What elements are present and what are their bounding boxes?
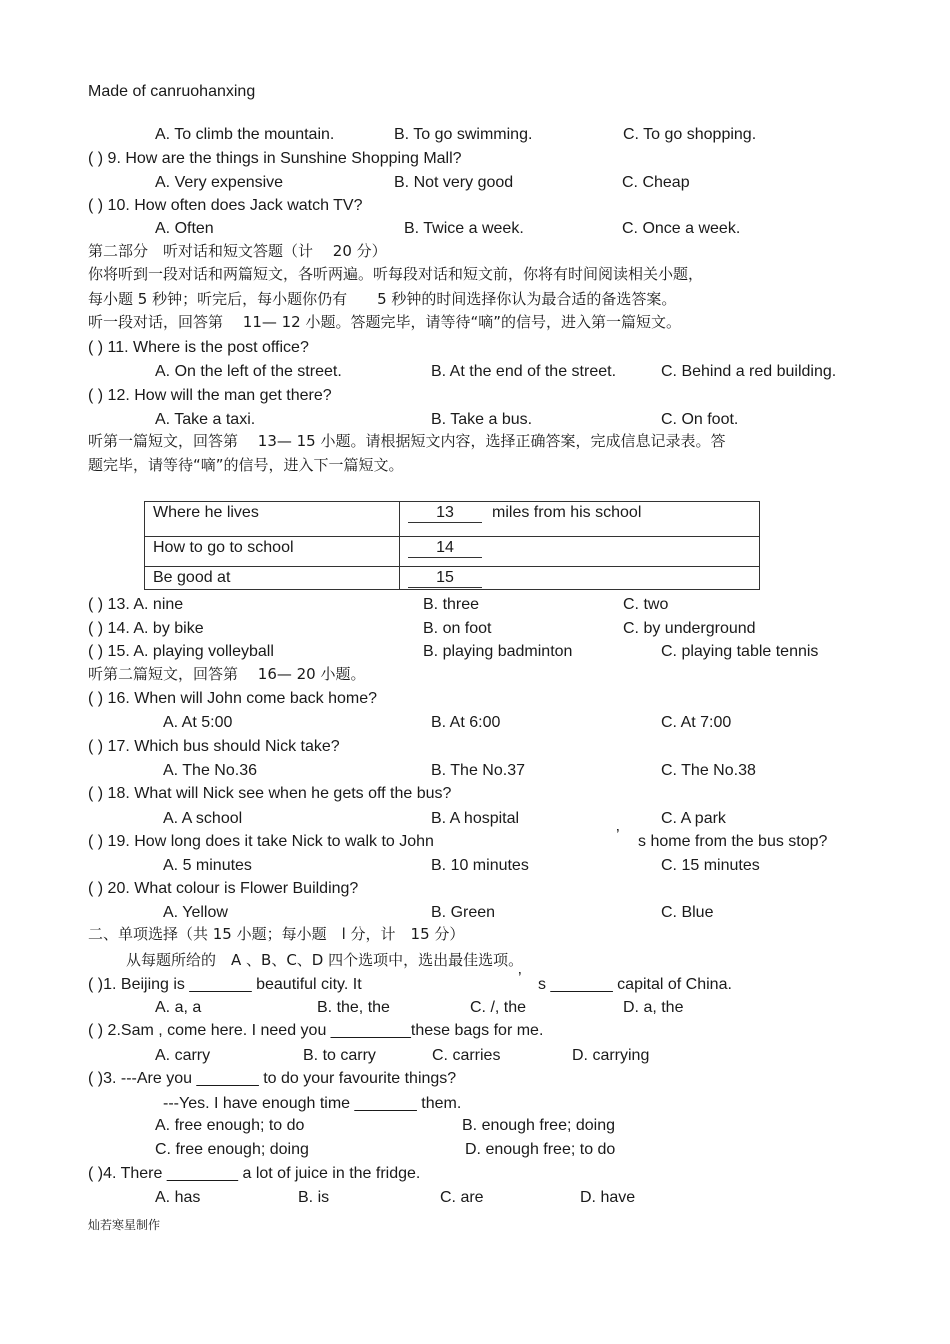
part2-title: 第二部分 听对话和短文答题（计 20 分） xyxy=(88,242,387,260)
answer-blank-14: 14 xyxy=(408,539,482,558)
q12-option-c: C. On foot. xyxy=(661,411,739,428)
s2-option-b: B. to carry xyxy=(303,1047,376,1064)
q19-option-c: C. 15 minutes xyxy=(661,857,760,874)
q15-option-c: C. playing table tennis xyxy=(661,643,819,660)
s3-question: ( )3. ---Are you _______ to do your favourite things? xyxy=(88,1070,457,1087)
table-row xyxy=(145,502,760,537)
part2-instruction-1: 你将听到一段对话和两篇短文，各听两遍。听每段对话和短文前，你将有时间阅读相关小题， xyxy=(88,265,704,283)
q20-option-b: B. Green xyxy=(431,904,496,921)
q20-option-c: C. Blue xyxy=(661,904,714,921)
q18-option-a: A. A school xyxy=(163,810,243,827)
q9-option-a: A. Very expensive xyxy=(155,174,284,191)
q19-option-a: A. 5 minutes xyxy=(163,857,252,874)
section2-instruction: 从每题所给的 A 、B、C、D 四个选项中，选出最佳选项。 xyxy=(126,951,524,969)
table-answer-cell xyxy=(400,567,760,590)
q14-option-c: C. by underground xyxy=(623,620,756,637)
q19-option-b: B. 10 minutes xyxy=(431,857,529,874)
q18-option-c: C. A park xyxy=(661,810,726,827)
s3-option-d: D. enough free; to do xyxy=(465,1141,616,1158)
q14-option-b: B. on foot xyxy=(423,620,492,637)
q19-question-end: s home from the bus stop? xyxy=(638,833,828,850)
s1-apostrophe: ’ xyxy=(518,970,522,987)
part2-instruction-2: 每小题 5 秒钟；听完后，每小题你仍有 5 秒钟的时间选择你认为最合适的备选答案。 xyxy=(88,290,677,308)
q11-option-c: C. Behind a red building. xyxy=(661,363,837,380)
s2-option-a: A. carry xyxy=(155,1047,211,1064)
q16-option-a: A. At 5:00 xyxy=(163,714,233,731)
table-row xyxy=(145,567,760,590)
s1-option-d: D. a, the xyxy=(623,999,684,1016)
page-header: Made of canruohanxing xyxy=(88,83,256,100)
q19-question: ( ) 19. How long does it take Nick to walk to John xyxy=(88,833,434,850)
s3-option-c: C. free enough; doing xyxy=(155,1141,309,1158)
table-answer-cell xyxy=(400,502,760,537)
passage1-instruction-2: 题完毕，请等待“嘀”的信号，进入下一篇短文。 xyxy=(88,456,404,474)
info-record-table xyxy=(144,501,760,590)
q16-option-c: C. At 7:00 xyxy=(661,714,732,731)
s2-option-d: D. carrying xyxy=(572,1047,650,1064)
q10-option-c: C. Once a week. xyxy=(622,220,741,237)
q17-option-c: C. The No.38 xyxy=(661,762,756,779)
s4-option-c: C. are xyxy=(440,1189,484,1206)
q16-question: ( ) 16. When will John come back home? xyxy=(88,690,378,707)
s1-question: ( )1. Beijing is _______ beautiful city. It xyxy=(88,976,362,993)
q18-option-b: B. A hospital xyxy=(431,810,520,827)
q12-question: ( ) 12. How will the man get there? xyxy=(88,387,332,404)
q19-apostrophe: ’ xyxy=(616,827,620,844)
q18-question: ( ) 18. What will Nick see when he gets off the bus? xyxy=(88,785,452,802)
q15-question: ( ) 15. A. playing volleyball xyxy=(88,643,274,660)
table-label: Be good at xyxy=(145,567,400,590)
q16-option-b: B. At 6:00 xyxy=(431,714,501,731)
s3-question-line2: ---Yes. I have enough time _______ them. xyxy=(163,1095,462,1112)
passage1-instruction-1: 听第一篇短文，回答第 13— 15 小题。请根据短文内容，选择正确答案，完成信息记录表。答 xyxy=(88,432,726,450)
q8-option-a: A. To climb the mountain. xyxy=(155,126,335,143)
q8-option-b: B. To go swimming. xyxy=(394,126,533,143)
q20-option-a: A. Yellow xyxy=(163,904,228,921)
s1-option-a: A. a, a xyxy=(155,999,202,1016)
s4-option-a: A. has xyxy=(155,1189,201,1206)
table-suffix: miles from his school xyxy=(492,504,642,521)
q10-question: ( ) 10. How often does Jack watch TV? xyxy=(88,197,363,214)
q12-option-b: B. Take a bus. xyxy=(431,411,533,428)
q17-option-b: B. The No.37 xyxy=(431,762,525,779)
q20-question: ( ) 20. What colour is Flower Building? xyxy=(88,880,359,897)
q11-option-b: B. At the end of the street. xyxy=(431,363,617,380)
q9-option-b: B. Not very good xyxy=(394,174,514,191)
s4-question: ( )4. There ________ a lot of juice in the fridge. xyxy=(88,1165,421,1182)
s4-option-d: D. have xyxy=(580,1189,636,1206)
table-answer-cell xyxy=(400,537,760,567)
q10-option-a: A. Often xyxy=(155,220,214,237)
s3-option-a: A. free enough; to do xyxy=(155,1117,305,1134)
s4-option-b: B. is xyxy=(298,1189,330,1206)
s1-option-c: C. /, the xyxy=(470,999,527,1016)
q17-option-a: A. The No.36 xyxy=(163,762,257,779)
section2-title: 二、单项选择（共 15 小题；每小题 l 分，计 15 分） xyxy=(88,925,465,943)
q17-question: ( ) 17. Which bus should Nick take? xyxy=(88,738,340,755)
q9-option-c: C. Cheap xyxy=(622,174,690,191)
q11-question: ( ) 11. Where is the post office? xyxy=(88,339,309,356)
q15-option-b: B. playing badminton xyxy=(423,643,573,660)
s2-question: ( ) 2.Sam , come here. I need you _________these bags for me. xyxy=(88,1022,544,1039)
q14-question: ( ) 14. A. by bike xyxy=(88,620,204,637)
table-row xyxy=(145,537,760,567)
page-footer: 灿若寒星制作 xyxy=(88,1218,161,1232)
answer-blank-15: 15 xyxy=(408,569,482,588)
q8-option-c: C. To go shopping. xyxy=(623,126,757,143)
s3-option-b: B. enough free; doing xyxy=(462,1117,616,1134)
q13-option-b: B. three xyxy=(423,596,480,613)
s2-option-c: C. carries xyxy=(432,1047,501,1064)
s1-question-end: s _______ capital of China. xyxy=(538,976,732,993)
q10-option-b: B. Twice a week. xyxy=(404,220,524,237)
q12-option-a: A. Take a taxi. xyxy=(155,411,256,428)
s1-option-b: B. the, the xyxy=(317,999,390,1016)
q11-option-a: A. On the left of the street. xyxy=(155,363,342,380)
q9-question: ( ) 9. How are the things in Sunshine Shopping Mall? xyxy=(88,150,462,167)
answer-blank-13: 13 xyxy=(408,504,482,523)
part2-instruction-3: 听一段对话，回答第 11— 12 小题。答题完毕，请等待“嘀”的信号，进入第一篇短文。 xyxy=(88,313,682,331)
q13-option-c: C. two xyxy=(623,596,669,613)
table-label: How to go to school xyxy=(145,537,400,567)
table-label: Where he lives xyxy=(145,502,400,537)
passage2-instruction: 听第二篇短文，回答第 16— 20 小题。 xyxy=(88,665,366,683)
q13-question: ( ) 13. A. nine xyxy=(88,596,184,613)
